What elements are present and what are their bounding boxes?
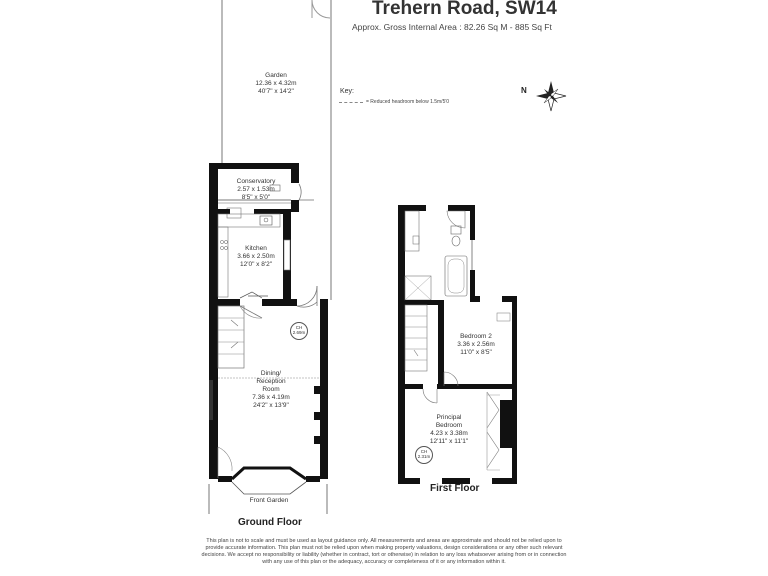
dining-name-line3: Room xyxy=(262,386,280,393)
ff-ch-label: CH xyxy=(420,449,428,454)
principal-imperial: 12'11" x 11'1" xyxy=(429,438,469,445)
compass-north-label: N xyxy=(521,86,527,95)
dining-metric: 7.36 x 4.19m xyxy=(252,394,290,401)
dining-name-line2: Reception xyxy=(256,378,286,385)
principal-metric: 4.23 x 3.38m xyxy=(430,430,468,437)
dining-name-line1: Dining/ xyxy=(260,370,282,377)
conservatory-metric: 2.57 x 1.53m xyxy=(237,186,275,193)
gf-ceiling-height-text xyxy=(290,325,308,335)
kitchen-imperial: 12'0" x 8'2" xyxy=(239,261,273,268)
page-title: Trehern Road, SW14 xyxy=(372,0,557,19)
conservatory-label xyxy=(237,178,276,202)
key-label: Key: xyxy=(340,88,355,95)
garden-name: Garden xyxy=(265,72,287,79)
front-garden-label xyxy=(250,497,289,505)
first-floor-label: First Floor xyxy=(430,483,480,494)
garden-metric: 12.36 x 4.32m xyxy=(255,80,297,87)
front-garden-name: Front Garden xyxy=(249,497,289,504)
ground-floor-label: Ground Floor xyxy=(238,517,302,528)
ff-ceiling-height-text xyxy=(415,449,433,459)
garden-imperial: 40'7" x 14'2" xyxy=(258,88,294,95)
kitchen-metric: 3.66 x 2.50m xyxy=(237,253,275,260)
bedroom2-metric: 3.36 x 2.56m xyxy=(457,341,495,348)
kitchen-name: Kitchen xyxy=(245,245,267,252)
garden-label xyxy=(255,72,296,96)
principal-name-line1: Principal xyxy=(436,414,462,421)
key-text: = Reduced headroom below 1.5m/5'0 xyxy=(366,99,450,105)
kitchen-label xyxy=(237,245,275,269)
principal-name-line2: Bedroom xyxy=(435,422,463,429)
dining-imperial: 24'2" x 13'9" xyxy=(253,402,289,409)
gross-area-text: Approx. Gross Internal Area : 82.26 Sq M - 885 Sq Ft xyxy=(352,22,552,32)
principal-bedroom-label xyxy=(430,414,468,446)
ff-ch-value: 2.31m xyxy=(417,454,431,459)
dining-room-label xyxy=(252,370,290,410)
conservatory-name: Conservatory xyxy=(236,178,276,185)
conservatory-imperial: 8'5" x 5'0" xyxy=(241,194,271,201)
disclaimer-text: This plan is not to scale and must be used as layout guidance only. All measurements and areas are approximate and should not be relied upon to provide accurate information. This plan must not be relied upon when making property valuations, design considerations or any other such relevant decisions. We accept no responsibility or liability (whether in contract, tort or otherwise) in relation to any loss whatsoever arising from or in connection with any use of this plan or the adequacy, accuracy or completeness of it or any information within it. xyxy=(201,538,567,565)
bedroom2-name: Bedroom 2 xyxy=(460,333,492,340)
bedroom2-label xyxy=(457,333,495,357)
compass-icon xyxy=(536,81,566,111)
bedroom2-imperial: 11'0" x 8'5" xyxy=(460,349,492,356)
gf-ch-label: CH xyxy=(295,325,303,330)
gf-ch-value: 2.69m xyxy=(292,330,306,335)
